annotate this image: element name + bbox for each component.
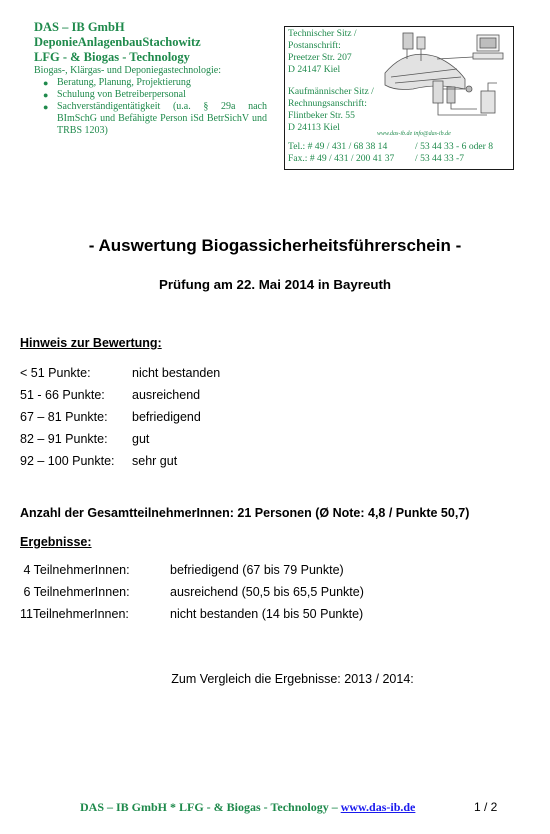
fax-extension: / 53 44 33 -7 (415, 153, 465, 164)
website-link[interactable]: www.das-ib.de (340, 800, 416, 814)
comparison-note: Zum Vergleich die Ergebnisse: 2013 / 2014: (171, 672, 414, 686)
web-email: www.das-ib.de info@das-ib.de (377, 131, 451, 137)
page-number: 1 / 2 (474, 800, 498, 814)
services-list (34, 77, 267, 137)
tech-city: D 24147 Kiel (288, 64, 341, 75)
result-count: 6 TeilnehmerInnen: (20, 585, 130, 599)
tech-seat-label: Technischer Sitz / (288, 28, 357, 39)
grading-grade: befriedigend (132, 410, 201, 424)
service-item: ● Beratung, Planung, Projektierung (43, 77, 191, 88)
grading-heading: Hinweis zur Bewertung: (20, 336, 162, 350)
tech-seat-sub: Postanschrift: (288, 40, 341, 51)
grading-grade: gut (132, 432, 150, 446)
company-name: DAS – IB GmbH (34, 20, 125, 34)
page-title: - Auswertung Biogassicherheitsführerschein - (88, 236, 462, 255)
result-outcome: befriedigend (67 bis 79 Punkte) (170, 563, 344, 577)
phone-extension: / 53 44 33 - 6 oder 8 (415, 141, 494, 152)
service-item: ● Sachverständigentätigkeit (u.a. § 29a nach BImSchG und Befähigte Person iSd BetrSichV und TRBS 1203) (43, 101, 267, 136)
commercial-seat-sub: Rechnungsanschrift: (288, 98, 367, 109)
contact-box (284, 26, 514, 170)
footer (80, 800, 415, 815)
grading-grade: nicht bestanden (132, 366, 221, 380)
grading-range: < 51 Punkte: (20, 366, 91, 380)
grading-grade: ausreichend (132, 388, 201, 402)
result-count: 4 TeilnehmerInnen: (20, 563, 130, 577)
grading-range: 92 – 100 Punkte: (20, 454, 115, 468)
company-block (34, 20, 274, 137)
tech-street: Preetzer Str. 207 (288, 52, 352, 63)
biogas-plant-illustration (377, 29, 511, 131)
commercial-street: Flintbeker Str. 55 (288, 110, 355, 121)
footer-text: DAS – IB GmbH * LFG - & Biogas - Technology – (80, 800, 341, 814)
bullet-icon: ● (43, 90, 49, 100)
grading-range: 82 – 91 Punkte: (20, 432, 108, 446)
result-outcome: ausreichend (50,5 bis 65,5 Punkte) (170, 585, 364, 599)
grading-range: 51 - 66 Punkte: (20, 388, 105, 402)
result-count: 11TeilnehmerInnen: (20, 607, 129, 621)
results-heading: Ergebnisse: (20, 535, 92, 549)
commercial-seat-label: Kaufmännischer Sitz / (288, 86, 374, 97)
bullet-icon: ● (43, 102, 49, 112)
result-outcome: nicht bestanden (14 bis 50 Punkte) (170, 607, 364, 621)
grading-range: 67 – 81 Punkte: (20, 410, 108, 424)
fax-number: Fax.: # 49 / 431 / 200 41 37 (288, 153, 395, 164)
service-item: ● Schulung von Betreiberpersonal (43, 89, 186, 100)
grading-grade: sehr gut (132, 454, 178, 468)
exam-date-subtitle: Prüfung am 22. Mai 2014 in Bayreuth (158, 277, 392, 292)
participants-summary: Anzahl der GesamtteilnehmerInnen: 21 Personen (Ø Note: 4,8 / Punkte 50,7) (20, 506, 470, 520)
phone-number: Tel.: # 49 / 431 / 68 38 14 (288, 141, 388, 152)
company-full-name: DeponieAnlagenbauStachowitz (34, 35, 201, 49)
company-tagline: Biogas-, Klärgas- und Deponiegastechnologie: (34, 65, 221, 76)
commercial-city: D 24113 Kiel (288, 122, 340, 133)
company-technology: LFG - & Biogas - Technology (34, 50, 190, 64)
bullet-icon: ● (43, 78, 49, 88)
